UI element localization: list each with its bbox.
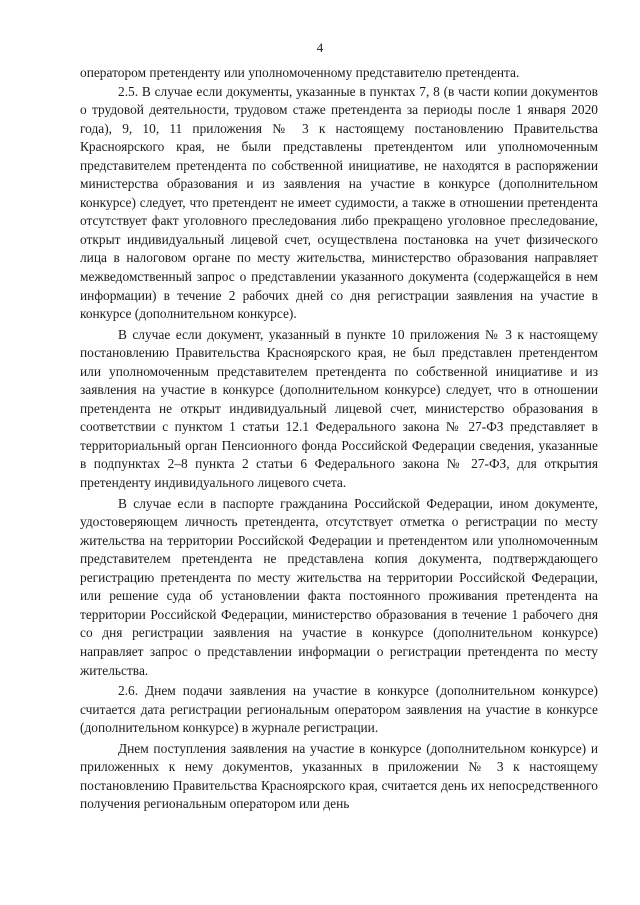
paragraph-receipt-day: Днем поступления заявления на участие в конкурсе (дополнительном конкурсе) и приложенных к нему документов, указанных в приложении № 3 к настоящему постановлению Правительства Красноярского края, считается день их непосредственного получения региональным оператором или день xyxy=(80,740,598,812)
paragraph-2-6: 2.6. Днем подачи заявления на участие в конкурсе (дополнительном конкурсе) считается дата регистрации региональным оператором заявления на участие в конкурсе (дополнительном конкурсе) в журнале регистрации. xyxy=(80,683,598,736)
paragraph-passport-registration: В случае если в паспорте гражданина Российской Федерации, ином документе, удостоверяющем личность претендента, отсутствует отметка о регистрации по месту жительства на территории Российской Федерации и претендентом или уполномоченным представителем претендента не представлена копия документа, подтверждающего регистрацию претендента по месту жительства на территории Российской Федерации, или решение суда об установлении факта постоянного проживания претендента на территории Российской Федерации, министерство образования в течение 1 рабочего дня со дня регистрации заявления на участие в конкурсе (дополнительном конкурсе) направляет запрос о представлении информации о регистрации претендента по месту жительства. xyxy=(80,495,598,678)
document-body xyxy=(80,64,598,814)
paragraph-2-5: 2.5. В случае если документы, указанные в пунктах 7, 8 (в части копии документов о трудовой деятельности, трудовом стаже претендента за периоды после 1 января 2020 года), 9, 10, 11 приложения № 3 к настоящему постановлению Правительства Красноярского края, не были представлены претендентом или уполномоченным представителем претендента по собственной инициативе, не находятся в распоряжении министерства образования и из заявления на участие в конкурсе (дополнительном конкурсе) следует, что претендент не имеет судимости, а также в отношении претендента отсутствует факт уголовного преследования либо прекращено уголовное преследование, открыт индивидуальный лицевой счет, осуществлена постановка на учет физического лица в налоговом органе по месту жительства, министерство образования направляет межведомственный запрос о представлении указанного документа (содержащейся в нем информации) в течение 2 рабочих дней со дня регистрации заявления на участие в конкурсе (дополнительном конкурсе). xyxy=(80,83,598,322)
paragraph-continuation: оператором претенденту или уполномоченному представителю претендента. xyxy=(80,65,520,80)
page-number: 4 xyxy=(316,40,324,55)
paragraph-individual-account: В случае если документ, указанный в пункте 10 приложения № 3 к настоящему постановлению Правительства Красноярского края, не был представлен претендентом или уполномоченным представителем претендента по собственной инициативе и из заявления на участие в конкурсе (дополнительном конкурсе) следует, что в отношении претендента не открыт индивидуальный лицевой счет, министерство образования в соответствии с пунктом 1 статьи 12.1 Федерального закона № 27-ФЗ представляет в территориальный орган Пенсионного фонда Российской Федерации сведения, указанные в подпунктах 2–8 пункта 2 статьи 6 Федерального закона № 27-ФЗ, для открытия претенденту индивидуального лицевого счета. xyxy=(80,326,598,491)
